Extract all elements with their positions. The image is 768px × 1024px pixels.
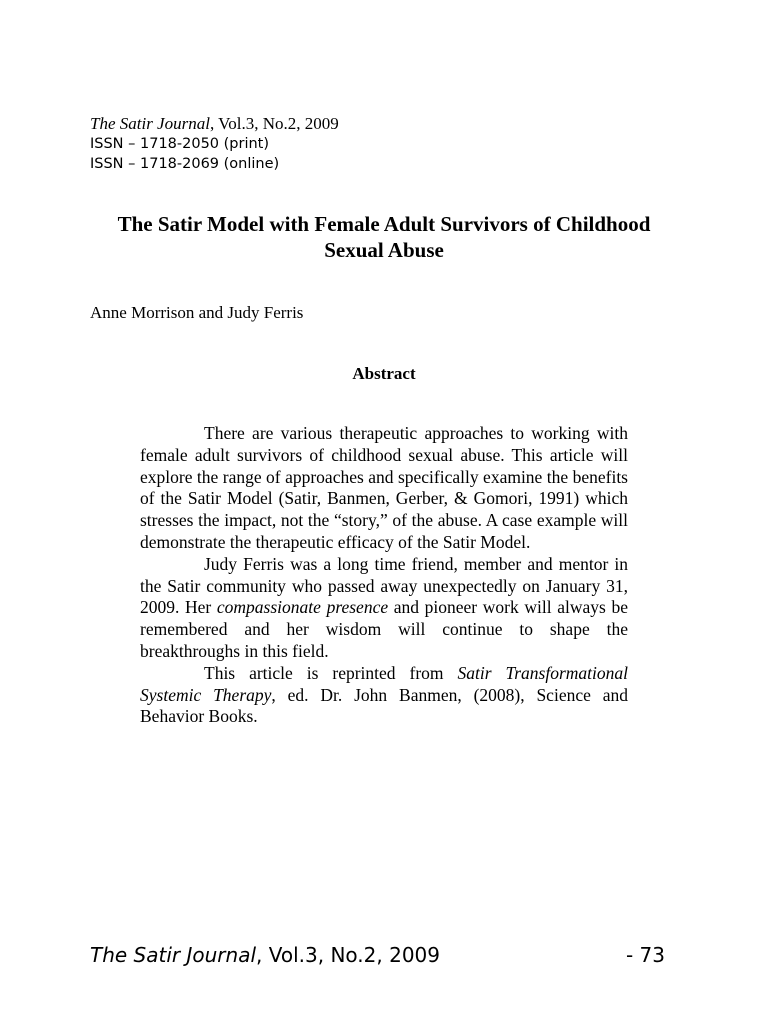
- issn-online: ISSN – 1718-2069 (online): [90, 156, 280, 172]
- journal-name: The Satir Journal: [90, 114, 210, 133]
- article-title: The Satir Model with Female Adult Survivors of Childhood Sexual Abuse: [117, 212, 651, 262]
- issn-print: ISSN – 1718-2050 (print): [90, 136, 270, 152]
- journal-citation: [90, 114, 339, 134]
- abstract-paragraph-1: There are various therapeutic approaches to working with female adult survivors of childhood sexual abuse. This article will explore the range of approaches and specifically examine the benefits of the Satir Model (Satir, Banmen, Gerber, & Gomori, 1991) which stresses the impact, not the “story,” of the abuse. A case example will demonstrate the therapeutic efficacy of the Satir Model.: [140, 423, 628, 552]
- abstract-heading: Abstract: [352, 364, 416, 383]
- page-number: - 73: [625, 943, 665, 967]
- p3-text-start: This article is reprinted from: [204, 662, 458, 683]
- p2-text-end: and pioneer work will always be remembered and her wisdom will continue to shape the breakthroughs in this field.: [140, 597, 629, 661]
- footer-volume: , Vol.3, No.2, 2009: [256, 943, 440, 967]
- footer-journal-name: The Satir Journal: [90, 943, 257, 967]
- p3-text-end: , ed. Dr. John Banmen, (2008), Science and Behavior Books.: [140, 684, 628, 727]
- p2-emphasis: compassionate presence: [216, 597, 389, 618]
- page-footer: [90, 943, 665, 969]
- footer-citation: [90, 943, 440, 967]
- abstract-paragraph-3: [140, 663, 628, 728]
- p2-text-start: Judy Ferris was a long time friend, member and mentor in the Satir community who passed away unexpectedly on January 31, 2009. Her: [140, 553, 628, 618]
- p3-book-title: Satir Transformational Systemic Therapy: [140, 662, 628, 705]
- abstract-body: [140, 423, 628, 728]
- journal-volume: , Vol.3, No.2, 2009: [209, 114, 339, 133]
- abstract-paragraph-2: [140, 554, 628, 663]
- authors: Anne Morrison and Judy Ferris: [90, 303, 304, 322]
